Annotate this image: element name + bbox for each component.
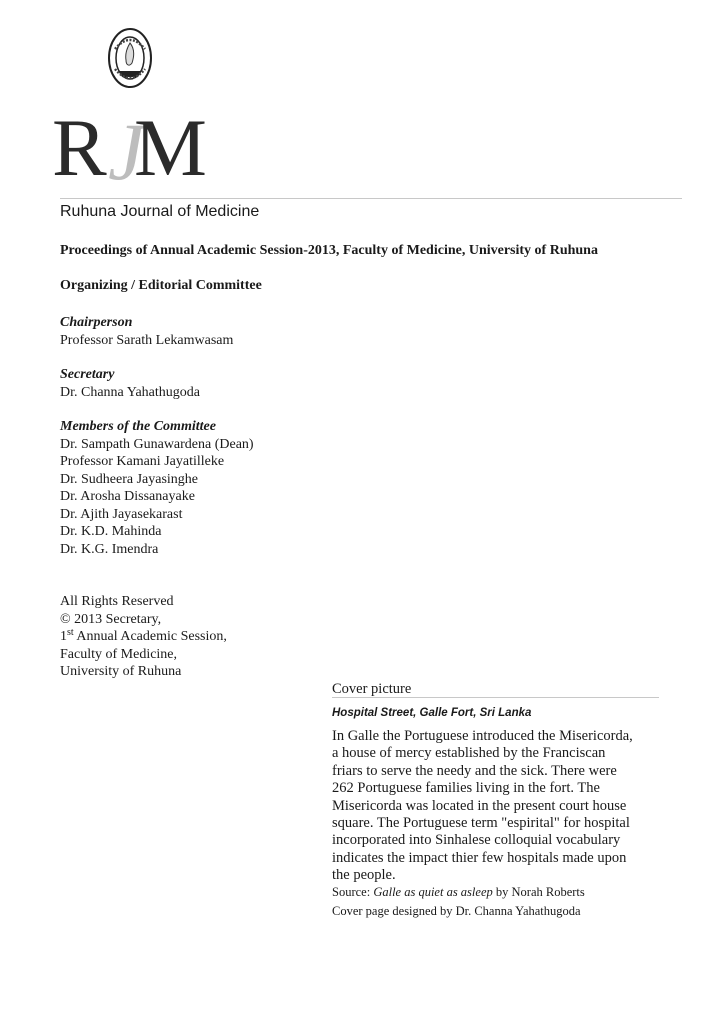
source-suffix: by Norah Roberts — [492, 885, 585, 899]
chairperson-name: Professor Sarath Lekamwasam — [60, 332, 234, 348]
source-title: Galle as quiet as asleep — [373, 885, 493, 899]
cover-text-line: incorporated into Sinhalese colloquial vocabulary — [332, 832, 621, 849]
member-name: Dr. K.D. Mahinda — [60, 524, 162, 539]
session-ordinal: st — [67, 627, 74, 638]
cover-text-line: indicates the impact thier few hospitals made upon — [332, 849, 627, 866]
cover-picture-title: Hospital Street, Galle Fort, Sri Lanka — [332, 707, 532, 719]
rights-block — [60, 593, 227, 681]
cover-text-line: the people. — [332, 867, 396, 884]
rjm-logo — [52, 105, 242, 197]
rights-line: All Rights Reserved — [60, 594, 174, 609]
cover-text-line: friars to serve the needy and the sick. There were — [332, 762, 617, 779]
cover-divider — [332, 697, 659, 698]
journal-title: Ruhuna Journal of Medicine — [60, 203, 260, 220]
chairperson-section — [60, 314, 233, 349]
secretary-section — [60, 366, 200, 401]
faculty-line: Faculty of Medicine, — [60, 646, 178, 662]
secretary-role: Secretary — [60, 367, 115, 382]
header-divider — [60, 198, 682, 199]
copyright-line: © 2013 Secretary, — [60, 611, 162, 627]
proceedings-title: Proceedings of Annual Academic Session-2013, Faculty of Medicine, University of Ruhuna — [60, 243, 598, 258]
cover-text-line: Misericorda was located in the present court house — [332, 797, 627, 814]
cover-text-line: In Galle the Portuguese introduced the Misericorda, — [332, 728, 633, 744]
member-name: Professor Kamani Jayatilleke — [60, 454, 225, 469]
cover-picture-label: Cover picture — [332, 681, 412, 697]
university-crest-icon — [107, 27, 153, 89]
members-section — [60, 418, 254, 558]
cover-text-line: square. The Portuguese term "espirital" for hospital — [332, 815, 630, 832]
member-name: Dr. K.G. Imendra — [60, 541, 159, 557]
source-line — [332, 883, 585, 902]
svg-text:J: J — [108, 106, 145, 197]
committee-heading: Organizing / Editorial Committee — [60, 278, 262, 293]
member-name: Dr. Sudheera Jayasinghe — [60, 471, 199, 487]
member-name: Dr. Sampath Gunawardena (Dean) — [60, 436, 254, 452]
member-name: Dr. Ajith Jayasekarast — [60, 506, 183, 522]
members-role: Members of the Committee — [60, 419, 216, 434]
cover-text-line: 262 Portuguese families living in the fort. The — [332, 780, 600, 797]
session-number: 1 — [60, 629, 67, 644]
svg-text:M: M — [134, 105, 207, 193]
source-prefix: Source: — [332, 885, 374, 899]
member-name: Dr. Arosha Dissanayake — [60, 489, 195, 504]
secretary-name: Dr. Channa Yahathugoda — [60, 384, 200, 400]
svg-text:R: R — [52, 105, 107, 193]
session-line — [60, 628, 227, 646]
cover-description — [332, 728, 662, 885]
cover-text-line: a house of mercy established by the Franciscan — [332, 745, 606, 762]
university-line: University of Ruhuna — [60, 664, 182, 679]
cover-credits — [332, 883, 585, 920]
designer-line: Cover page designed by Dr. Channa Yahathugoda — [332, 903, 581, 918]
chairperson-role: Chairperson — [60, 315, 133, 330]
session-text: Annual Academic Session, — [73, 629, 227, 644]
